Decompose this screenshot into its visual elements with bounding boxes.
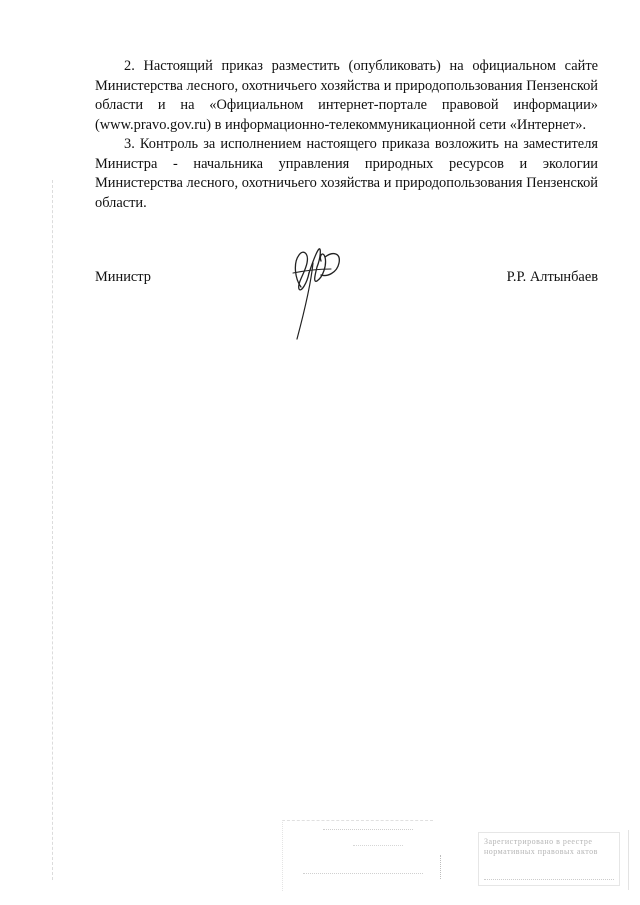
paragraph-publication: 2. Настоящий приказ разместить (опубликовать) на официальном сайте Министерства лесного, охотничьего хозяйства и природопользования Пензенской области и на «Официальном интернет-портале правовой информации» (www.pravo.gov.ru) в информационно-телекоммуникационной сети «Интернет». (95, 58, 598, 133)
stamp-line (484, 879, 614, 880)
scan-edge-mark (628, 830, 632, 890)
signature-block (95, 268, 598, 288)
handwritten-signature-icon (283, 243, 345, 343)
stamp-line (353, 845, 403, 850)
scan-edge-mark (52, 180, 54, 880)
scan-artifact (440, 855, 445, 879)
registry-stamp-text: Зарегистрировано в реестре нормативных правовых актов (484, 837, 598, 856)
stamp-line (323, 829, 413, 834)
faint-registration-stamp (282, 820, 433, 891)
paragraph-control: 3. Контроль за исполнением настоящего приказа возложить на заместителя Министра - начальника управления природных ресурсов и экологии Министерства лесного, охотничьего хозяйства и природопользования Пензенской области. (95, 136, 598, 211)
signatory-name: Р.Р. Алтынбаев (506, 269, 598, 285)
stamp-line (303, 873, 423, 878)
signatory-title: Министр (95, 269, 151, 285)
registry-stamp (478, 832, 620, 886)
document-body (95, 57, 598, 213)
